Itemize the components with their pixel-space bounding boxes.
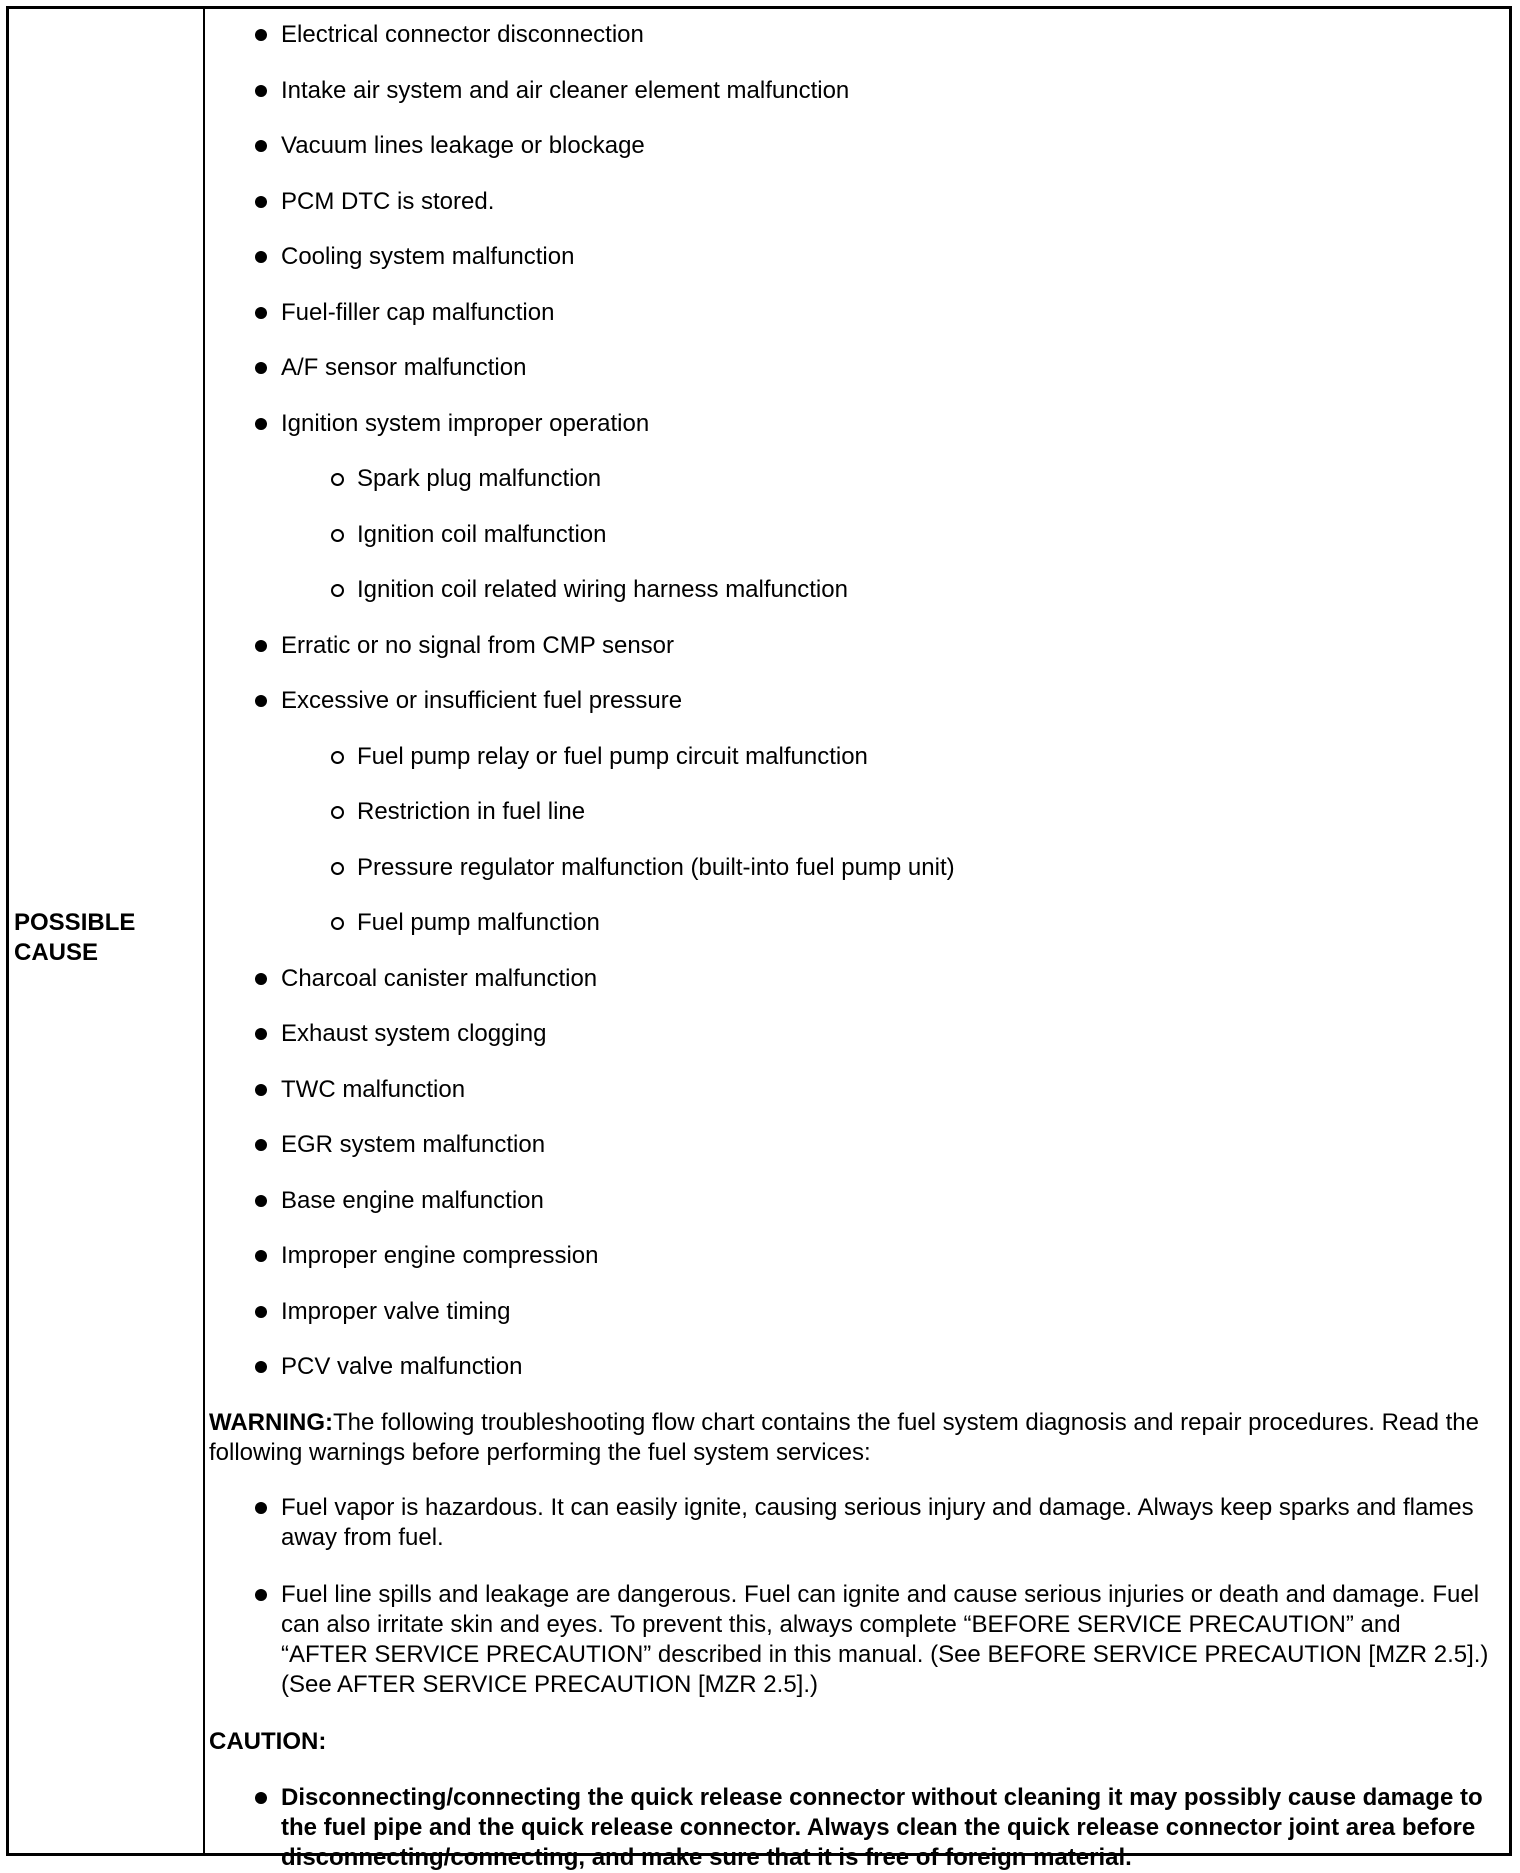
bullet-icon — [255, 362, 267, 374]
bullet-icon — [255, 1306, 267, 1318]
sub-bullet-icon — [331, 751, 344, 764]
bullet-icon — [255, 695, 267, 707]
sub-bullet-icon — [331, 862, 344, 875]
cause-item: Vacuum lines leakage or blockage — [281, 132, 645, 159]
bullet-icon — [255, 640, 267, 652]
possible-cause-table — [6, 6, 1512, 1871]
bullet-icon — [255, 1589, 267, 1601]
caution-item: Disconnecting/connecting the quick release connector without cleaning it may possibly cause damage to the fuel pipe and the quick release connector. Always clean the quick release connector joint area before disconnecting/connecting, and make sure that it is free of foreign material. — [281, 1784, 1483, 1871]
warning-item: Fuel vapor is hazardous. It can easily ignite, causing serious injury and damage. Always keep sparks and flames away from fuel. — [281, 1494, 1474, 1551]
bullet-icon — [255, 307, 267, 319]
warning-paragraph — [209, 1408, 1507, 1468]
bullet-icon — [255, 196, 267, 208]
sub-bullet-icon — [331, 917, 344, 930]
cause-item: Exhaust system clogging — [281, 1020, 547, 1047]
bullet-icon — [255, 1250, 267, 1262]
bullet-icon — [255, 1028, 267, 1040]
cause-item: Excessive or insufficient fuel pressure — [281, 687, 683, 714]
sub-cause-item: Fuel pump relay or fuel pump circuit malfunction — [357, 743, 868, 770]
caution-label: CAUTION: — [209, 1728, 327, 1755]
warning-label: WARNING: — [209, 1409, 333, 1436]
bullet-icon — [255, 1084, 267, 1096]
warning-item: Fuel line spills and leakage are dangerous. Fuel can ignite and cause serious injuries or death and damage. Fuel can also irritate skin and eyes. To prevent this, always complete “BEFORE SERVICE PRECAUTION” and “AFTER SERVICE PRECAUTION” described in this manual. (See BEFORE SERVICE PRECAUTION [MZR 2.5].) (See AFTER SERVICE PRECAUTION [MZR 2.5].) — [281, 1581, 1489, 1698]
bullet-icon — [255, 418, 267, 430]
cause-item: Charcoal canister malfunction — [281, 965, 598, 992]
bullet-icon — [255, 251, 267, 263]
sub-cause-item: Pressure regulator malfunction (built-into fuel pump unit) — [357, 854, 955, 881]
label-cell — [9, 9, 205, 1853]
cause-item: PCM DTC is stored. — [281, 188, 495, 215]
cause-item: Base engine malfunction — [281, 1187, 544, 1214]
cause-item: Improper engine compression — [281, 1242, 599, 1269]
sub-bullet-icon — [331, 529, 344, 542]
bullet-icon — [255, 1195, 267, 1207]
cause-item: A/F sensor malfunction — [281, 354, 527, 381]
cause-item: Erratic or no signal from CMP sensor — [281, 632, 675, 659]
bullet-icon — [255, 29, 267, 41]
cause-item: Improper valve timing — [281, 1298, 511, 1325]
cause-item: Intake air system and air cleaner element malfunction — [281, 77, 850, 104]
sub-cause-item: Ignition coil related wiring harness malfunction — [357, 576, 848, 603]
bullet-icon — [255, 1361, 267, 1373]
sub-cause-item: Restriction in fuel line — [357, 798, 586, 825]
cause-item: PCV valve malfunction — [281, 1353, 523, 1380]
possible-cause-label: POSSIBLE CAUSE — [14, 909, 136, 966]
warning-text: The following troubleshooting flow chart contains the fuel system diagnosis and repair procedures. Read the following warnings before performing the fuel system services: — [209, 1409, 1479, 1466]
content-cell — [205, 9, 1509, 1871]
bullet-icon — [255, 1139, 267, 1151]
bullet-icon — [255, 85, 267, 97]
bullet-icon — [255, 140, 267, 152]
sub-bullet-icon — [331, 473, 344, 486]
sub-cause-item: Ignition coil malfunction — [357, 521, 607, 548]
bullet-icon — [255, 1502, 267, 1514]
cause-item: Ignition system improper operation — [281, 410, 650, 437]
cause-item: TWC malfunction — [281, 1076, 466, 1103]
sub-cause-item: Fuel pump malfunction — [357, 909, 600, 936]
cause-item: EGR system malfunction — [281, 1131, 546, 1158]
cause-item: Cooling system malfunction — [281, 243, 575, 270]
bullet-icon — [255, 1792, 267, 1804]
bullet-icon — [255, 973, 267, 985]
cause-item: Electrical connector disconnection — [281, 21, 644, 48]
cause-item: Fuel-filler cap malfunction — [281, 299, 555, 326]
sub-bullet-icon — [331, 584, 344, 597]
sub-bullet-icon — [331, 806, 344, 819]
sub-cause-item: Spark plug malfunction — [357, 465, 602, 492]
